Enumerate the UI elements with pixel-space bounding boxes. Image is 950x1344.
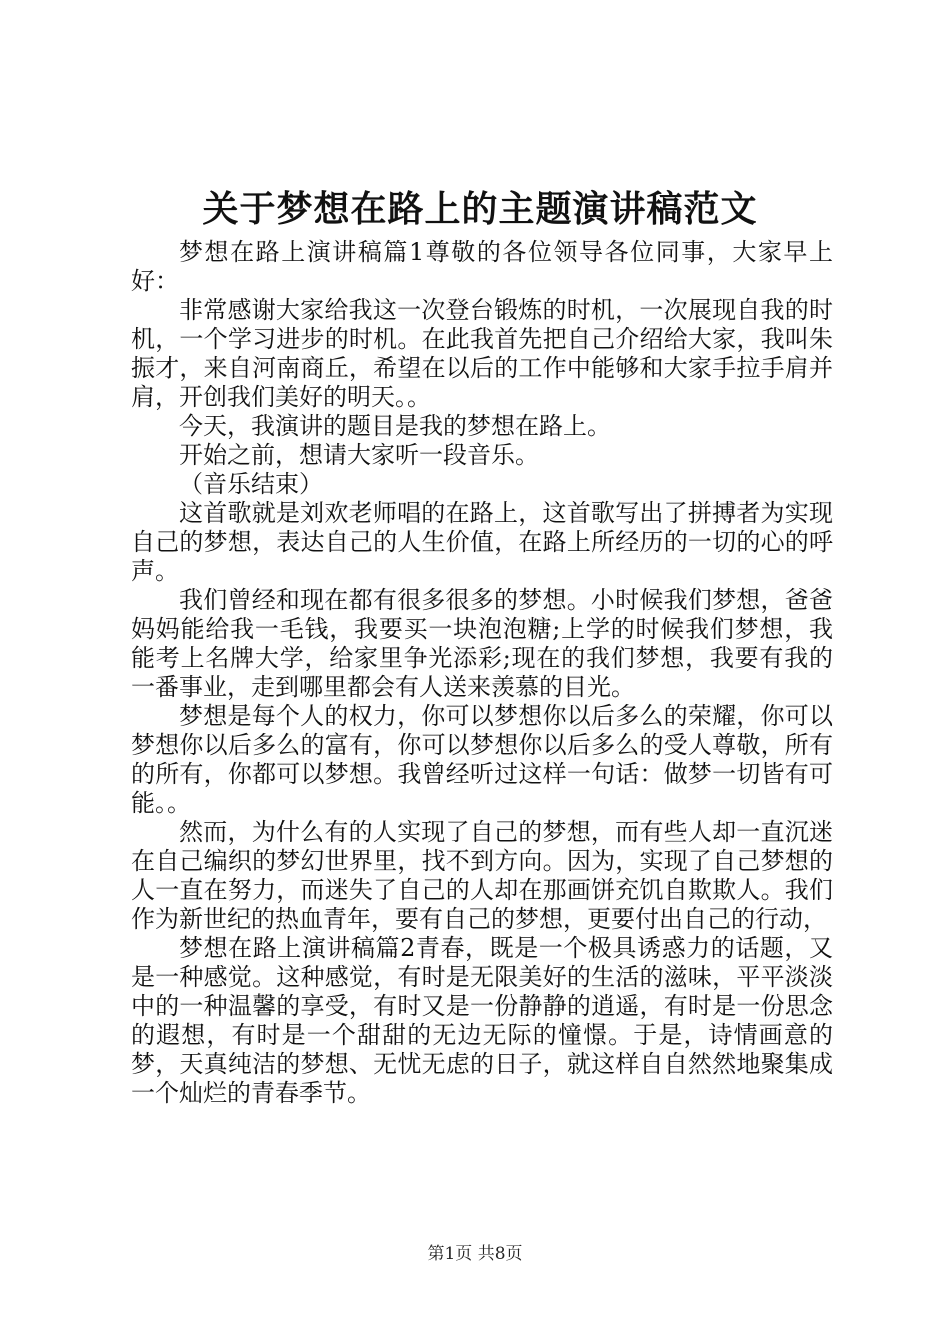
paragraph: 梦想在路上演讲稿篇2青春，既是一个极具诱惑力的话题，又是一种感觉。这种感觉，有时是无限美好的生活的滋味，平平淡淡中的一种温馨的享受，有时又是一份静静的逍遥，有时是一份思念的遐想，有时是一个甜甜的无边无际的憧憬。于是，诗情画意的梦，天真纯洁的梦想、无忧无虑的日子，就这样自自然然地聚集成一个灿烂的青春季节。 <box>131 934 833 1107</box>
paragraph: 非常感谢大家给我这一次登台锻炼的时机，一次展现自我的时机，一个学习进步的时机。在此我首先把自己介绍给大家，我叫朱振才，来自河南商丘，希望在以后的工作中能够和大家手拉手肩并肩，开创我们美好的明天。。 <box>131 296 833 411</box>
paragraph: 这首歌就是刘欢老师唱的在路上，这首歌写出了拼搏者为实现自己的梦想，表达自己的人生价值，在路上所经历的一切的心的呼声。 <box>131 499 833 585</box>
paragraph: 梦想是每个人的权力，你可以梦想你以后多么的荣耀，你可以梦想你以后多么的富有，你可以梦想你以后多么的受人尊敬，所有的所有，你都可以梦想。我曾经听过这样一句话：做梦一切皆有可能。。 <box>131 702 833 817</box>
paragraph: 然而，为什么有的人实现了自己的梦想，而有些人却一直沉迷在自己编织的梦幻世界里，找不到方向。因为，实现了自己梦想的人一直在努力，而迷失了自己的人却在那画饼充饥自欺欺人。我们作为新世纪的热血青年，要有自己的梦想，更要付出自己的行动， <box>131 818 833 933</box>
paragraph: （音乐结束） <box>179 470 323 498</box>
document-body <box>131 238 833 1108</box>
document-title: 关于梦想在路上的主题演讲稿范文 <box>202 188 758 230</box>
paragraph: 我们曾经和现在都有很多很多的梦想。小时候我们梦想，爸爸妈妈能给我一毛钱，我要买一块泡泡糖;上学的时候我们梦想，我能考上名牌大学，给家里争光添彩;现在的我们梦想，我要有我的一番事业，走到哪里都会有人送来羡慕的目光。 <box>131 586 833 701</box>
paragraph: 今天，我演讲的题目是我的梦想在路上。 <box>179 412 611 440</box>
page-footer: 第1页 共8页 <box>427 1244 523 1264</box>
paragraph: 梦想在路上演讲稿篇1尊敬的各位领导各位同事，大家早上好： <box>131 238 833 295</box>
paragraph: 开始之前，想请大家听一段音乐。 <box>179 441 539 469</box>
